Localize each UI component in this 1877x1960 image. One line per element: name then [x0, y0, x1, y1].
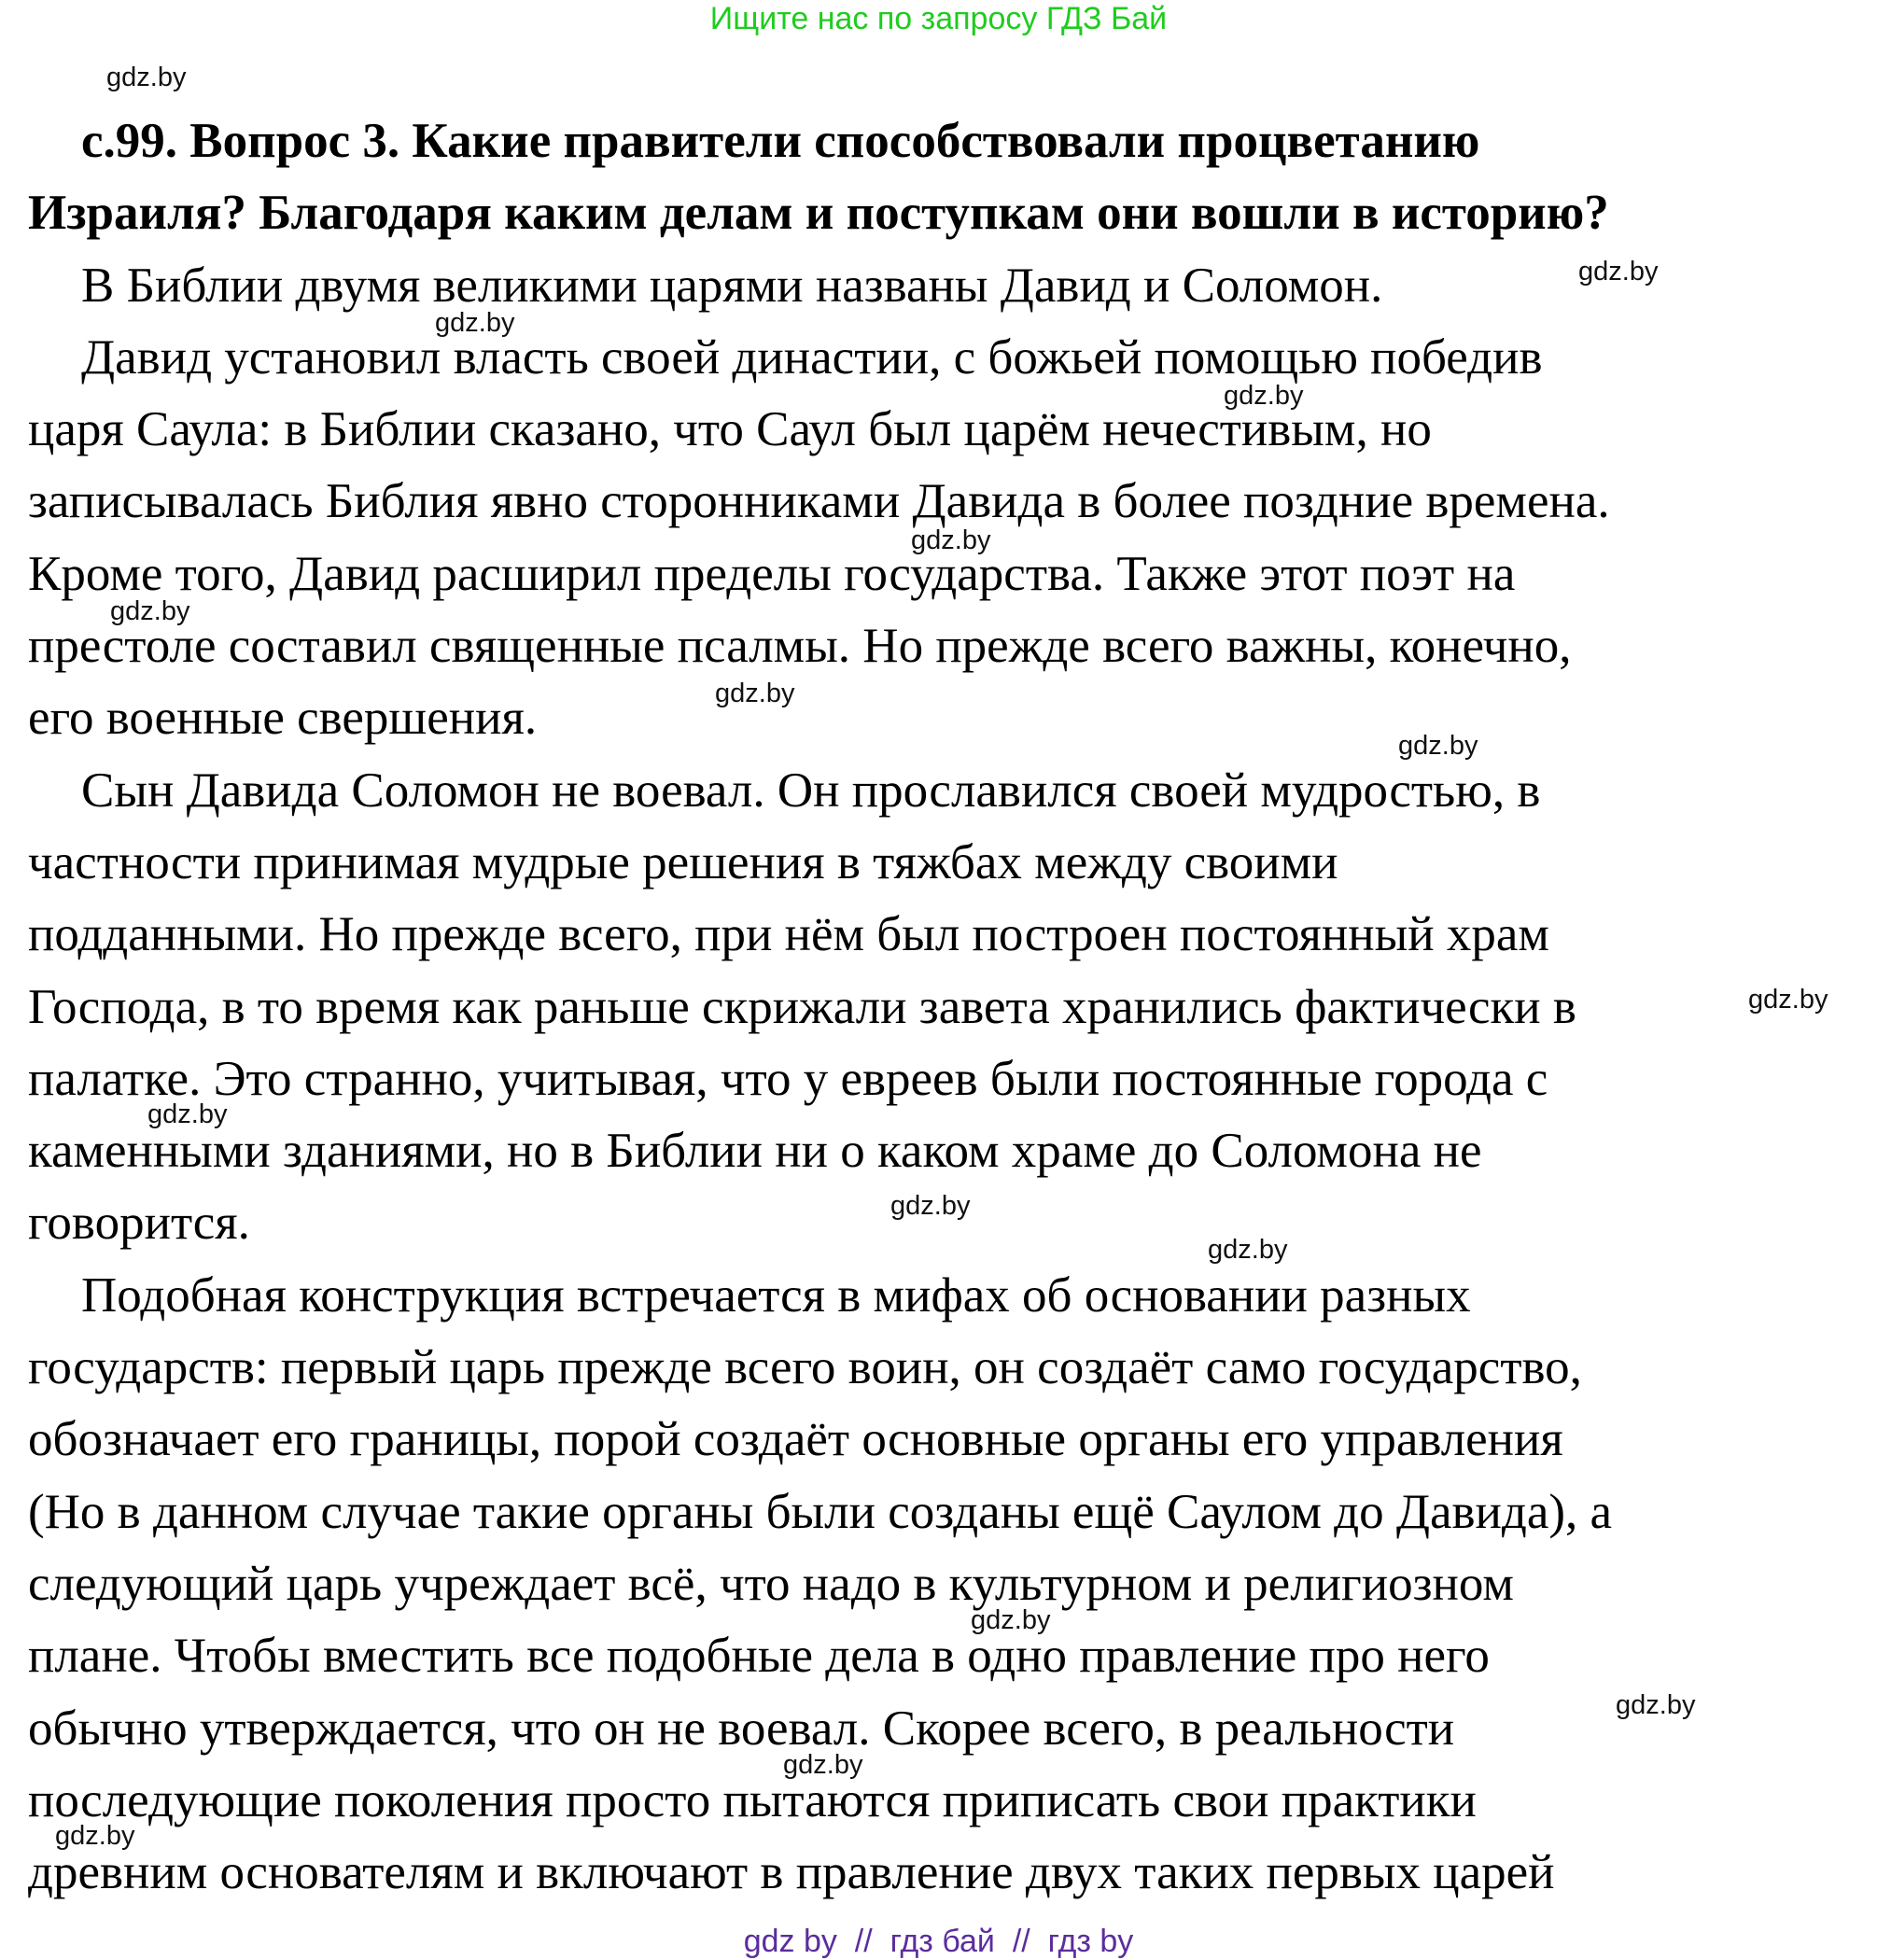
watermark: gdz.by	[1224, 381, 1304, 411]
search-banner: Ищите нас по запросу ГДЗ Бай	[709, 1, 1168, 36]
text-line: Сын Давида Соломон не воевал. Он прославился своей мудростью, в	[81, 763, 1541, 818]
text-line: частности принимая мудрые решения в тяжбах между своими	[28, 834, 1338, 889]
watermark: gdz.by	[1748, 985, 1828, 1015]
text-line: записывалась Библия явно сторонниками Давида в более поздние времена.	[28, 474, 1610, 529]
text-line: Давид установил власть своей династии, с божьей помощью победив	[81, 329, 1543, 385]
text-line: государств: первый царь прежде всего воин, он создаёт само государство,	[28, 1340, 1582, 1395]
text-line: палатке. Это странно, учитывая, что у евреев были постоянные города с	[28, 1051, 1548, 1106]
text-line: следующий царь учреждает всё, что надо в культурном и религиозном	[28, 1556, 1514, 1611]
watermark: gdz.by	[1578, 257, 1659, 287]
text-line: (Но в данном случае такие органы были созданы ещё Саулом до Давида), а	[28, 1484, 1613, 1539]
text-line: последующие поколения просто пытаются приписать свои практики	[28, 1772, 1477, 1827]
watermark: gdz.by	[783, 1750, 863, 1780]
watermark: gdz.by	[890, 1191, 971, 1221]
watermark: gdz.by	[715, 679, 795, 708]
text-line: обозначает его границы, порой создаёт основные органы его управления	[28, 1412, 1563, 1467]
text-line: каменными зданиями, но в Библии ни о каком храме до Соломона не	[28, 1124, 1482, 1179]
text-line: древним основателям и включают в правление двух таких первых царей	[28, 1845, 1555, 1900]
question-heading-line-1: с.99. Вопрос 3. Какие правители способствовали процветанию	[81, 114, 1480, 168]
text-line: плане. Чтобы вместить все подобные дела в одно правление про него	[28, 1629, 1490, 1684]
text-line: подданными. Но прежде всего, при нём был построен постоянный храм	[28, 907, 1549, 962]
text-line: Господа, в то время как раньше скрижали завета хранились фактически в	[28, 979, 1576, 1034]
watermark: gdz.by	[971, 1605, 1051, 1635]
watermark: gdz.by	[1616, 1690, 1696, 1720]
watermark: gdz.by	[110, 596, 190, 626]
watermark: gdz.by	[106, 63, 187, 92]
question-heading-line-2: Израиля? Благодаря каким делам и поступкам они вошли в историю?	[28, 186, 1609, 241]
watermark: gdz.by	[1398, 731, 1478, 761]
text-line: говорится.	[28, 1196, 250, 1251]
watermark: gdz.by	[911, 525, 991, 555]
text-line: В Библии двумя великими царями названы Давид и Соломон.	[81, 258, 1383, 313]
watermark: gdz.by	[147, 1099, 228, 1129]
text-line: престоле составил священные псалмы. Но прежде всего важны, конечно,	[28, 619, 1572, 674]
text-line: царя Саула: в Библии сказано, что Саул был царём нечестивым, но	[28, 402, 1432, 457]
answer-text	[28, 105, 1857, 1909]
footer-links: gdz by // гдз бай // гдз by	[743, 1924, 1134, 1959]
text-line: его военные свершения.	[28, 691, 538, 746]
text-line: Кроме того, Давид расширил пределы государства. Также этот поэт на	[28, 546, 1516, 601]
watermark: gdz.by	[435, 308, 515, 338]
text-line: обычно утверждается, что он не воевал. Скорее всего, в реальности	[28, 1701, 1455, 1756]
text-line: Подобная конструкция встречается в мифах об основании разных	[81, 1267, 1471, 1323]
watermark: gdz.by	[55, 1821, 135, 1851]
watermark: gdz.by	[1208, 1235, 1288, 1265]
